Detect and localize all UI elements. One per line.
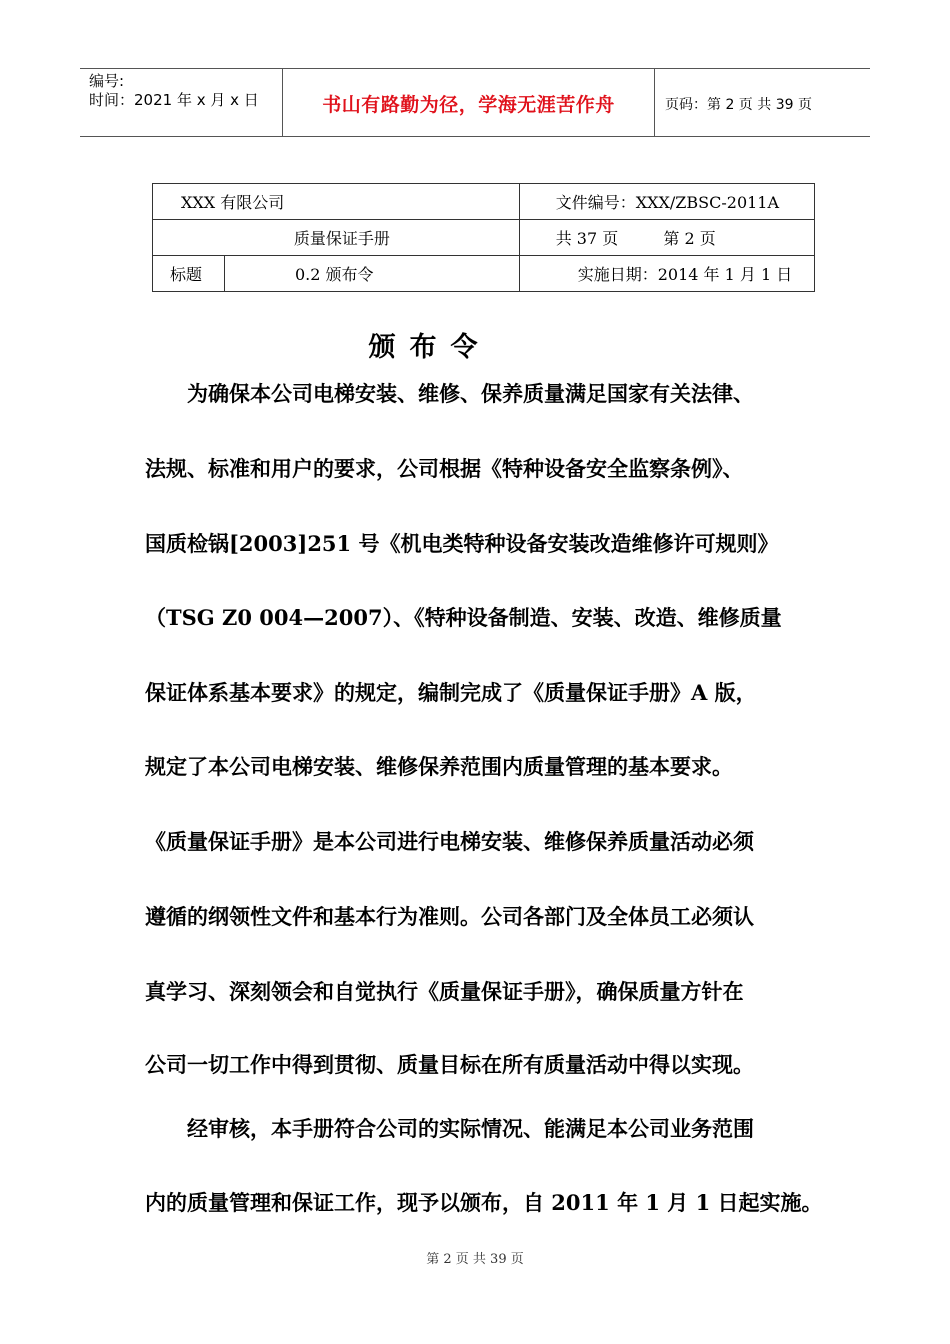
pages-cell [519, 220, 814, 256]
body-line-9: 真学习、深刻领会和自觉执行《质量保证手册》，确保质量方针在 [145, 979, 744, 1004]
body-line-3: 国质检锅[2003]251 号《机电类特种设备安装改造维修许可规则》 [145, 531, 779, 556]
body-line-6: 规定了本公司电梯安装、维修保养范围内质量管理的基本要求。 [145, 754, 733, 779]
header-number-label: 编号: [89, 72, 125, 90]
body-line-10: 公司一切工作中得到贯彻、质量目标在所有质量活动中得以实现。 [145, 1052, 754, 1077]
body-line-11: 经审核，本手册符合公司的实际情况、能满足本公司业务范围 [145, 1116, 754, 1141]
title-value-cell: 0.2 颁布令 [225, 256, 520, 292]
header-top-rule [80, 68, 870, 69]
header-divider-right [654, 68, 655, 136]
manual-name-cell: 质量保证手册 [153, 220, 520, 256]
document-control-table [152, 183, 815, 292]
header-time-label: 时间：2021 年 x 月 x 日 [89, 91, 259, 109]
document-title: 颁布令 [368, 332, 492, 363]
body-line-8: 遵循的纲领性文件和基本行为准则。公司各部门及全体员工必须认 [145, 904, 754, 929]
doc-number-cell: 文件编号：XXX/ZBSC-2011A [519, 184, 814, 220]
body-line-4: （TSG Z0 004—2007）、《特种设备制造、安装、改造、维修质量 [145, 605, 782, 630]
control-row-3 [153, 256, 815, 292]
body-line-5: 保证体系基本要求》的规定，编制完成了《质量保证手册》A 版， [145, 680, 757, 705]
body-line-1: 为确保本公司电梯安装、维修、保养质量满足国家有关法律、 [145, 381, 754, 406]
control-row-2 [153, 220, 815, 256]
current-page: 第 2 页 [663, 229, 716, 248]
header-bottom-rule [80, 136, 870, 137]
company-cell: XXX 有限公司 [153, 184, 520, 220]
header-motto: 书山有路勤为径，学海无涯苦作舟 [322, 94, 615, 116]
page-footer: 第 2 页 共 39 页 [426, 1252, 524, 1267]
header-meta [89, 72, 259, 110]
effective-date-cell: 实施日期：2014 年 1 月 1 日 [519, 256, 814, 292]
control-row-1 [153, 184, 815, 220]
header-page-info: 页码：第 2 页 共 39 页 [665, 97, 812, 113]
title-label-cell: 标题 [153, 256, 225, 292]
total-pages: 共 37 页 [555, 229, 619, 248]
body-line-7: 《质量保证手册》是本公司进行电梯安装、维修保养质量活动必须 [145, 829, 754, 854]
body-line-2: 法规、标准和用户的要求，公司根据《特种设备安全监察条例》、 [145, 456, 744, 481]
body-line-12: 内的质量管理和保证工作，现予以颁布，自 2011 年 1 月 1 日起实施。 [145, 1190, 823, 1215]
